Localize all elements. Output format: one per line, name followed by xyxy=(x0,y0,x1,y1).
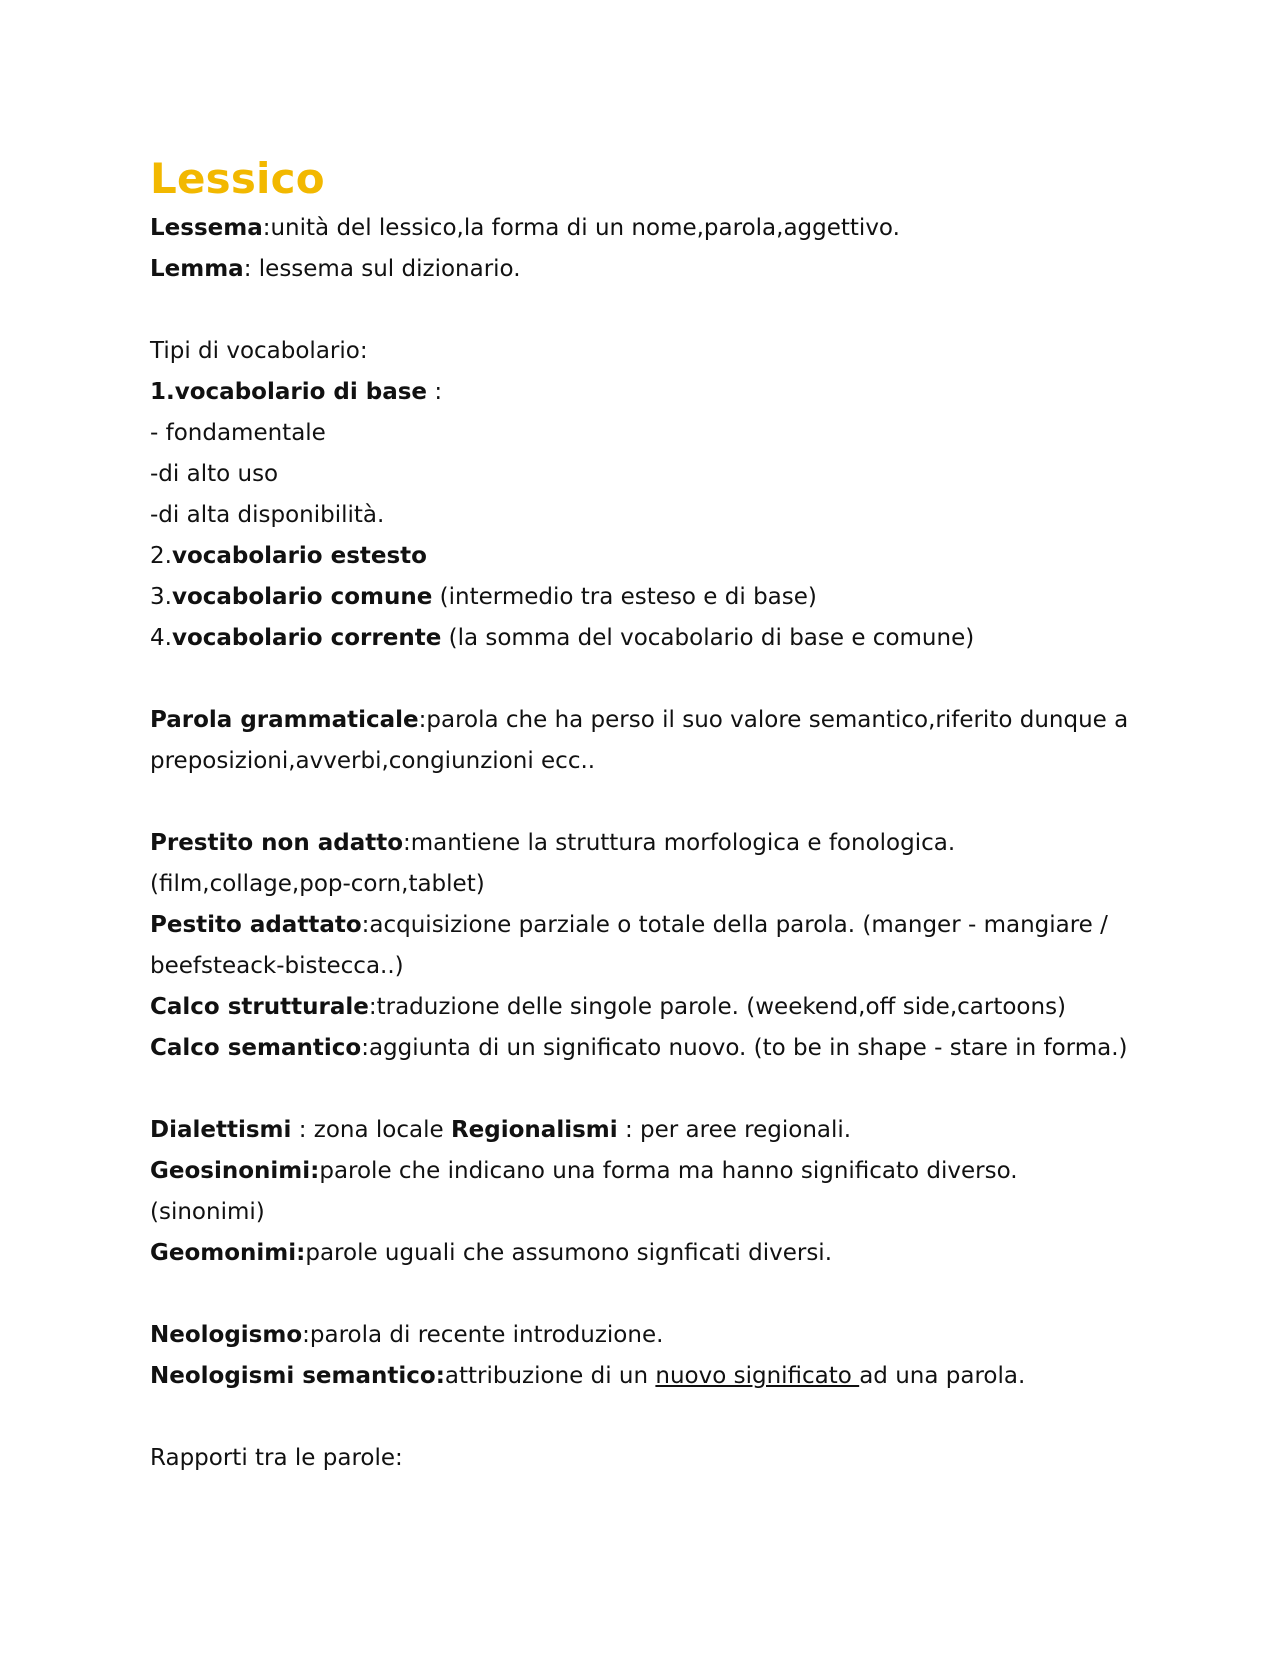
def-neologismo: :parola di recente introduzione. xyxy=(302,1322,664,1348)
term-lemma: Lemma xyxy=(150,256,244,282)
blank-line xyxy=(150,1274,1140,1315)
definition-lemma xyxy=(150,249,1140,290)
definition-geomonimi xyxy=(150,1233,1140,1274)
definition-lessema xyxy=(150,208,1140,249)
num-voc4: 4. xyxy=(150,625,172,651)
term-prestito: Prestito non adatto xyxy=(150,830,404,856)
term-dialettismi: Dialettismi xyxy=(150,1117,292,1143)
num-voc2: 2. xyxy=(150,543,172,569)
blank-line xyxy=(150,782,1140,823)
definition-pestito xyxy=(150,905,1140,946)
rest-voc3: (intermedio tra esteso e di base) xyxy=(432,584,817,610)
underlined-text: nuovo significato xyxy=(655,1363,860,1389)
definition-parola-grammaticale xyxy=(150,700,1140,741)
rest-voc1: : xyxy=(427,379,443,405)
term-calco-strutturale: Calco strutturale xyxy=(150,994,369,1020)
def-parola-line2: preposizioni,avverbi,congiunzioni ecc.. xyxy=(150,748,596,774)
num-voc3: 3. xyxy=(150,584,172,610)
list-item: -di alta disponibilità. xyxy=(150,502,385,528)
def-lessema: :unità del lessico,la forma di un nome,parola,aggettivo. xyxy=(262,215,900,241)
term-lessema: Lessema xyxy=(150,215,263,241)
vocabulary-type-4 xyxy=(150,618,1140,659)
vocabulary-type-1 xyxy=(150,372,1140,413)
term-voc1: 1.vocabolario di base xyxy=(150,379,428,405)
rest-voc4: (la somma del vocabolario di base e comune) xyxy=(441,625,975,651)
def-geomonimi: parole uguali che assumono signficati diversi. xyxy=(305,1240,833,1266)
def-geosinonimi-line2: (sinonimi) xyxy=(150,1199,265,1225)
document-page xyxy=(150,150,1140,1479)
document-body xyxy=(150,208,1140,1479)
term-voc4: vocabolario corrente xyxy=(171,625,442,651)
def-pestito-line2: beefsteack-bistecca..) xyxy=(150,953,404,979)
def-lemma: : lessema sul dizionario. xyxy=(243,256,521,282)
term-neologismo: Neologismo xyxy=(150,1322,303,1348)
def-neologismi-pre: attribuzione di un xyxy=(444,1363,656,1389)
blank-line xyxy=(150,1397,1140,1438)
blank-line xyxy=(150,1069,1140,1110)
blank-line xyxy=(150,659,1140,700)
def-prestito-line2: (film,collage,pop-corn,tablet) xyxy=(150,871,485,897)
vocabulary-type-3 xyxy=(150,577,1140,618)
def-geosinonimi-line1: parole che indicano una forma ma hanno significato diverso. xyxy=(319,1158,1018,1184)
term-pestito: Pestito adattato xyxy=(150,912,362,938)
term-neologismi-semantico: Neologismi semantico: xyxy=(150,1363,445,1389)
vocabulary-types-heading: Tipi di vocabolario: xyxy=(150,338,368,364)
def-pestito-line1: :acquisizione parziale o totale della parola. (manger - mangiare / xyxy=(361,912,1108,938)
definition-neologismi-semantico xyxy=(150,1356,1140,1397)
definition-calco-semantico xyxy=(150,1028,1140,1069)
def-dialettismi: : zona locale xyxy=(291,1117,451,1143)
def-calco-semantico: :aggiunta di un significato nuovo. (to be in shape - stare in forma.) xyxy=(361,1035,1128,1061)
def-regionalismi: : per aree regionali. xyxy=(617,1117,852,1143)
term-geosinonimi: Geosinonimi: xyxy=(150,1158,320,1184)
page-title: Lessico xyxy=(150,154,325,203)
def-parola-line1: :parola che ha perso il suo valore semantico,riferito dunque a xyxy=(418,707,1129,733)
definition-dialettismi xyxy=(150,1110,1140,1151)
list-item: - fondamentale xyxy=(150,420,326,446)
list-item: -di alto uso xyxy=(150,461,279,487)
def-calco-strutturale: :traduzione delle singole parole. (weekend,off side,cartoons) xyxy=(368,994,1067,1020)
term-calco-semantico: Calco semantico xyxy=(150,1035,362,1061)
relations-heading: Rapporti tra le parole: xyxy=(150,1445,403,1471)
definition-prestito xyxy=(150,823,1140,864)
def-neologismi-post: ad una parola. xyxy=(859,1363,1026,1389)
term-parola: Parola grammaticale xyxy=(150,707,419,733)
definition-calco-strutturale xyxy=(150,987,1140,1028)
term-voc2: vocabolario estesto xyxy=(171,543,427,569)
definition-geosinonimi xyxy=(150,1151,1140,1192)
def-prestito-line1: :mantiene la struttura morfologica e fonologica. xyxy=(403,830,956,856)
term-geomonimi: Geomonimi: xyxy=(150,1240,306,1266)
term-voc3: vocabolario comune xyxy=(171,584,433,610)
definition-neologismo xyxy=(150,1315,1140,1356)
vocabulary-type-2 xyxy=(150,536,1140,577)
blank-line xyxy=(150,290,1140,331)
term-regionalismi: Regionalismi xyxy=(450,1117,618,1143)
